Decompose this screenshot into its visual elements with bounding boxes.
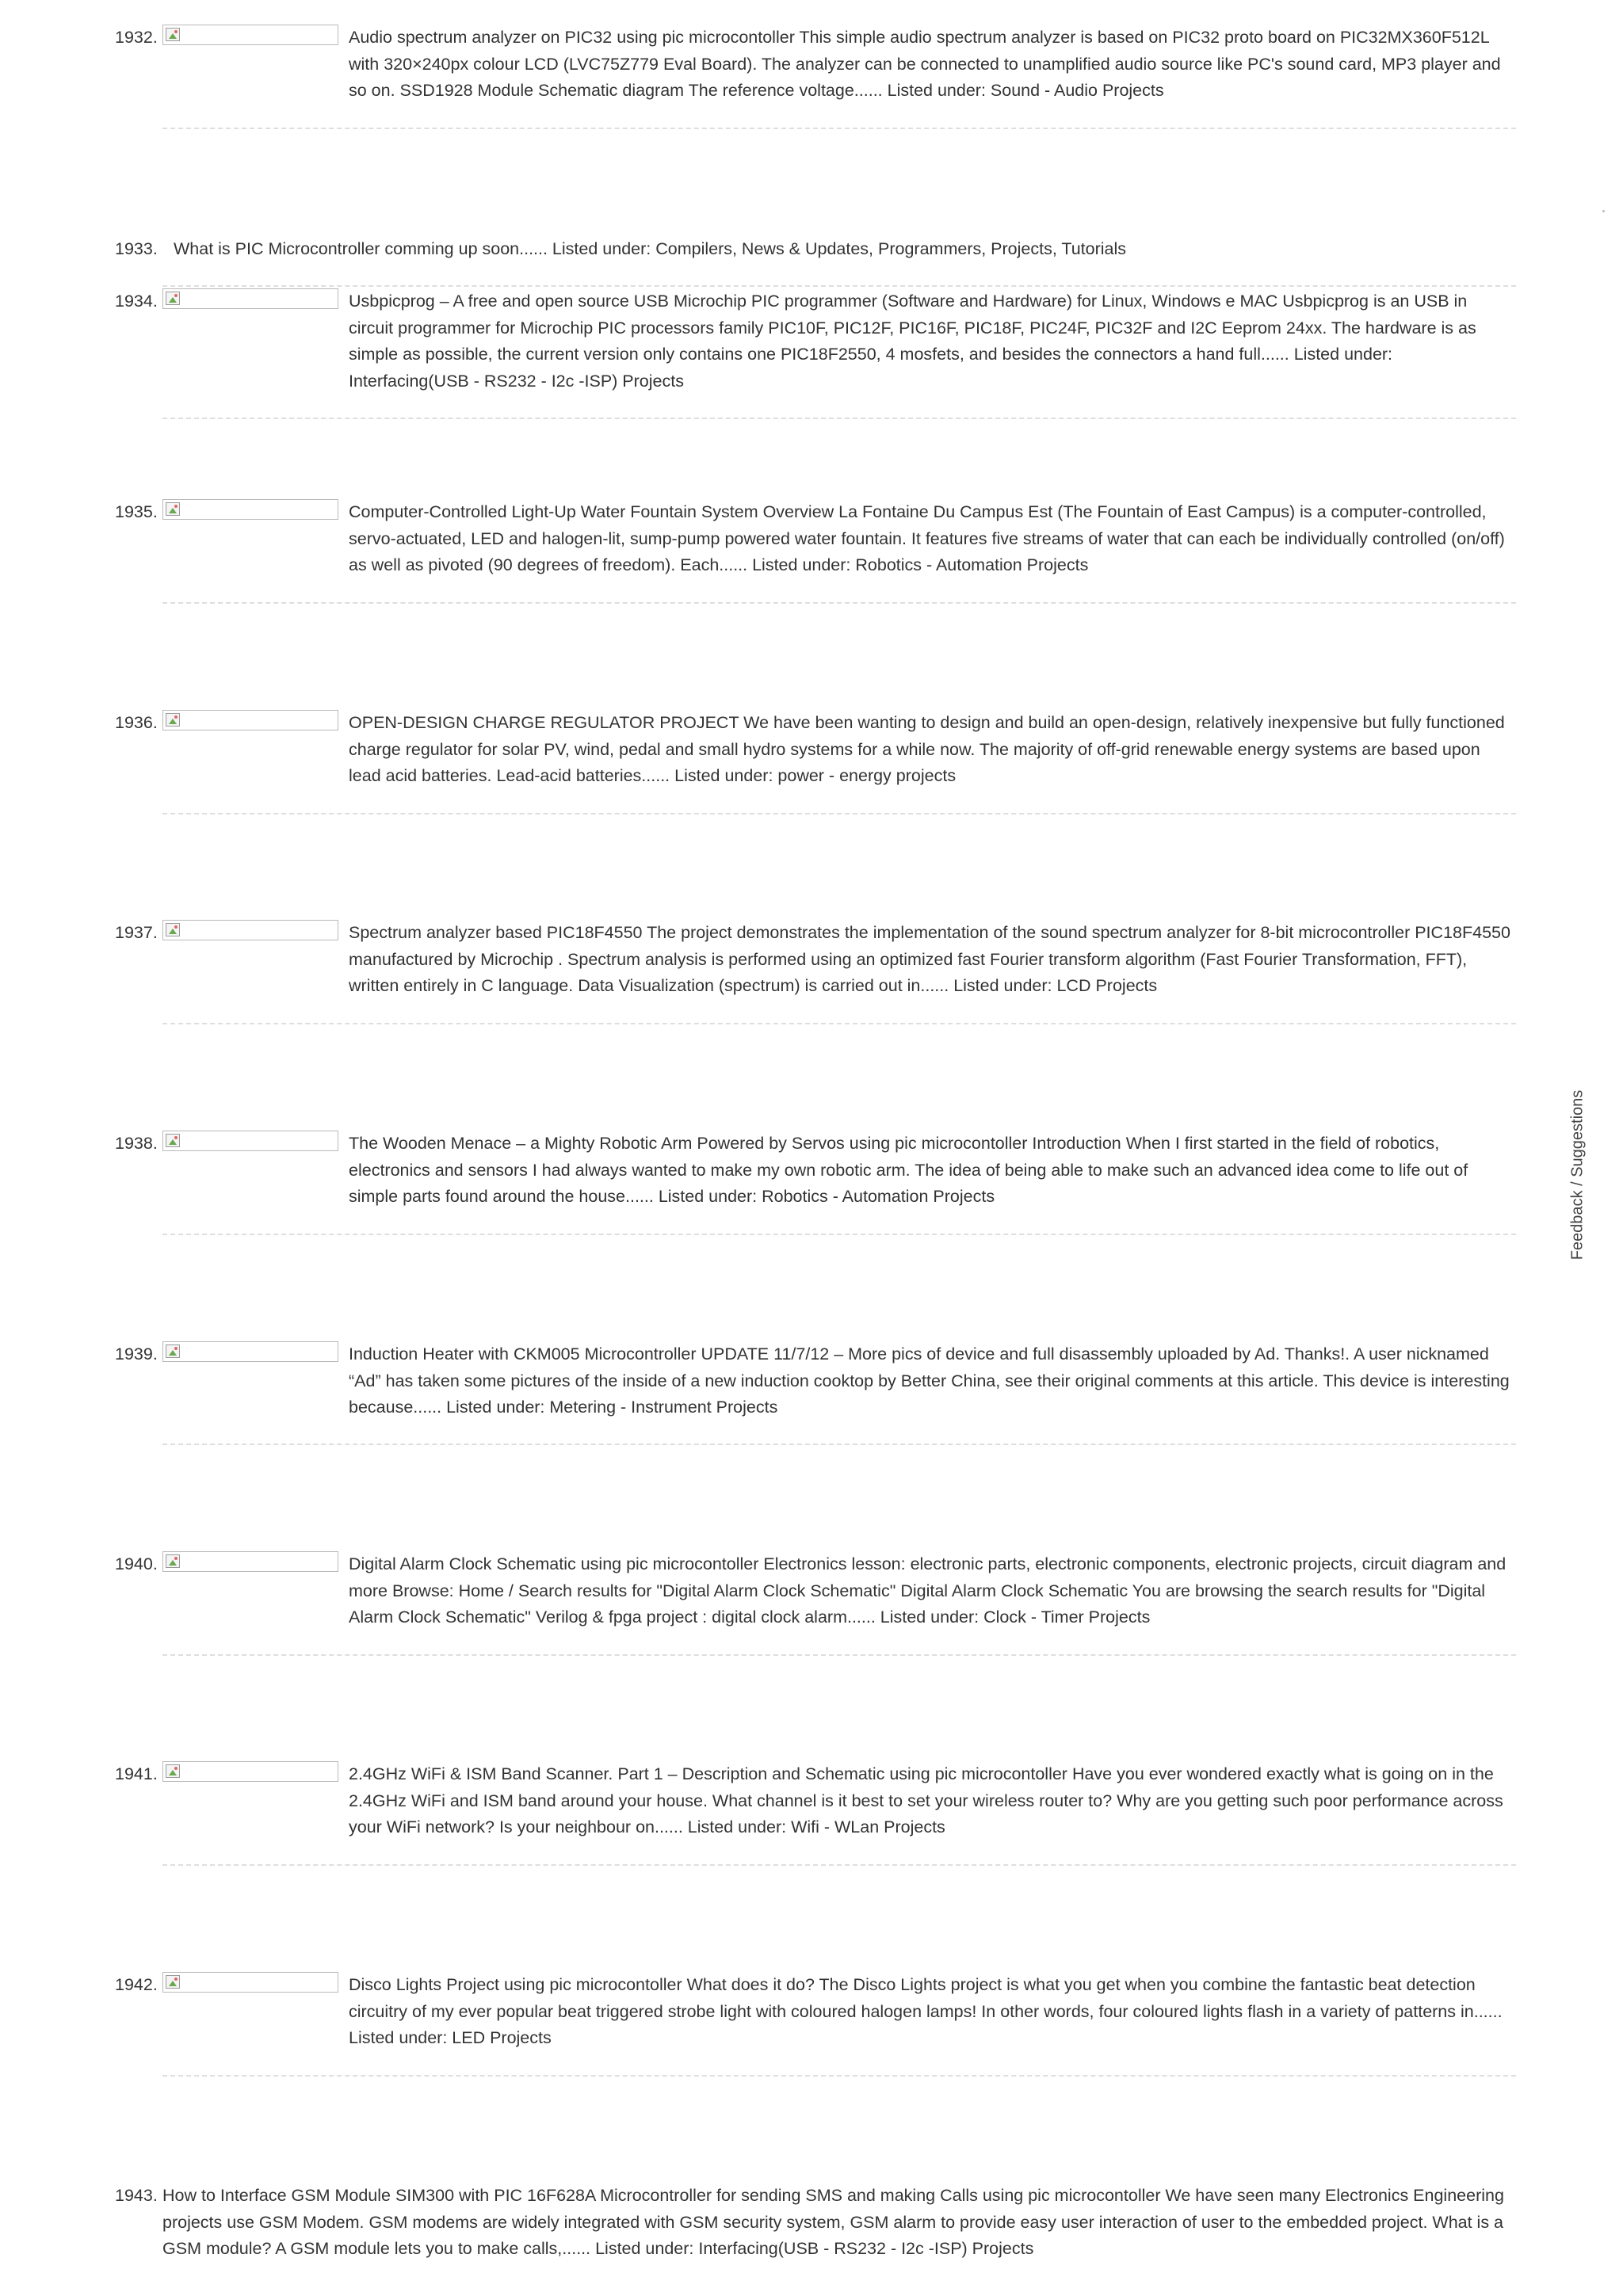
thumbnail-image[interactable] <box>162 288 338 309</box>
feedback-tab-label: Feedback / Suggestions <box>1568 1089 1587 1261</box>
item-description[interactable]: Audio spectrum analyzer on PIC32 using pic microcontoller This simple audio spectrum analyzer is based on PIC32 proto board on PIC32MX360F512L with 320×240px colour LCD (LVC75Z779 Eval Board). The analyzer can be connected to unamplified audio source like PC's sound card, MP3 player and so on. SSD1928 Module Schematic diagram The reference voltage...... Listed under: Sound - Audio Projects <box>349 28 1501 100</box>
broken-image-icon <box>166 1764 180 1778</box>
item-description[interactable]: Spectrum analyzer based PIC18F4550 The project demonstrates the implementation of the sound spectrum analyzer for 8-bit microcontroller PIC18F4550 manufactured by Microchip . Spectrum analysis is performed using an optimized fast Fourier transform algorithm (Fast Fourier Transformation, FFT), written entirely in C language. Data Visualization (spectrum) is carried out in...... Listed under: LCD Projects <box>349 923 1510 995</box>
thumbnail-image[interactable] <box>162 25 338 45</box>
item-description[interactable]: How to Interface GSM Module SIM300 with PIC 16F628A Microcontroller for sending SMS and making Calls using pic microcontoller We have seen many Electronics Engineering projects use GSM Modem. GSM modems are widely integrated with GSM security system, GSM alarm to provide easy user interaction of user to the embedded project. What is a GSM module? A GSM module lets you to make calls,...... Listed under: Interfacing(USB - RS232 - I2c -ISP) Projects <box>162 2186 1504 2258</box>
divider <box>162 813 1516 814</box>
thumbnail-image[interactable] <box>162 1972 338 1993</box>
thumbnail-image[interactable] <box>162 499 338 520</box>
broken-image-icon <box>166 292 180 305</box>
item-description[interactable]: Digital Alarm Clock Schematic using pic microcontoller Electronics lesson: electronic parts, electronic components, electronic projects, circuit diagram and more Browse: Home / Search results for "Digital Alarm Clock Schematic" Digital Alarm Clock Schematic You are browsing the search results for "Digital Alarm Clock Schematic" Verilog & fpga project : digital clock alarm...... Listed under: Clock - Timer Projects <box>349 1554 1507 1627</box>
divider <box>162 128 1516 129</box>
divider <box>162 1444 1516 1445</box>
broken-image-icon <box>166 713 180 727</box>
thumbnail-image[interactable] <box>162 1551 338 1572</box>
broken-image-icon <box>166 28 180 41</box>
divider <box>162 1654 1516 1656</box>
broken-image-icon <box>166 1344 180 1358</box>
item-number: 1936. <box>115 713 158 732</box>
item-number: 1932. <box>115 28 158 47</box>
thumbnail-image[interactable] <box>162 1761 338 1782</box>
decorative-dot <box>1602 210 1605 212</box>
divider <box>162 1234 1516 1235</box>
item-description[interactable]: The Wooden Menace – a Mighty Robotic Arm Powered by Servos using pic microcontoller Introduction When I first started in the field of robotics, electronics and sensors I had always wanted to make my own robotic arm. The idea of being able to make such an advanced idea come to life out of simple parts found around the house...... Listed under: Robotics - Automation Projects <box>349 1134 1468 1206</box>
thumbnail-image[interactable] <box>162 1131 338 1151</box>
item-description[interactable]: Computer-Controlled Light-Up Water Fountain System Overview La Fontaine Du Campus Est (The Fountain of East Campus) is a computer-controlled, servo-actuated, LED and halogen-lit, sump-pump powered water fountain. It features five streams of water that can each be individually controlled (on/off) as well as pivoted (90 degrees of freedom). Each...... Listed under: Robotics - Automation Projects <box>349 502 1505 574</box>
divider <box>162 602 1516 604</box>
thumbnail-image[interactable] <box>162 920 338 940</box>
item-description[interactable]: Disco Lights Project using pic microcontoller What does it do? The Disco Lights project is what you get when you combine the fantastic beat detection circuitry of my ever popular beat triggered strobe light with coloured halogen lamps! In other words, four coloured lights flash in a variety of patterns in...... Listed under: LED Projects <box>349 1975 1503 2047</box>
divider <box>162 2075 1516 2077</box>
broken-image-icon <box>166 1134 180 1147</box>
item-number: 1937. <box>115 923 158 942</box>
item-description[interactable]: Usbpicprog – A free and open source USB Microchip PIC programmer (Software and Hardware) for Linux, Windows e MAC Usbpicprog is an USB in circuit programmer for Microchip PIC processors family PIC10F, PIC12F, PIC16F, PIC18F, PIC24F, PIC32F and I2C Eeprom 24xx. The hardware is as simple as possible, the current version only contains one PIC18F2550, 4 mosfets, and besides the connectors a hand full...... Listed under: Interfacing(USB - RS232 - I2c -ISP) Projects <box>349 292 1476 391</box>
broken-image-icon <box>166 1554 180 1568</box>
thumbnail-image[interactable] <box>162 710 338 730</box>
divider <box>162 418 1516 419</box>
divider <box>162 1864 1516 1866</box>
item-number: 1934. <box>115 292 158 311</box>
item-number: 1938. <box>115 1134 158 1153</box>
broken-image-icon <box>166 1975 180 1989</box>
broken-image-icon <box>166 923 180 936</box>
feedback-tab[interactable] <box>1566 1085 1590 1264</box>
divider <box>162 285 1516 287</box>
item-number: 1933. <box>115 239 158 258</box>
item-description[interactable]: 2.4GHz WiFi & ISM Band Scanner. Part 1 – Description and Schematic using pic microcontoller Have you ever wondered exactly what is going on in the 2.4GHz WiFi and ISM band around your house. What channel is it best to set your wireless router to? Why are you getting such poor performance across your WiFi network? Is your neighbour on...... Listed under: Wifi - WLan Projects <box>349 1764 1503 1836</box>
item-number: 1935. <box>115 502 158 521</box>
item-number: 1942. <box>115 1975 158 1994</box>
broken-image-icon <box>166 502 180 516</box>
item-description[interactable]: What is PIC Microcontroller comming up soon...... Listed under: Compilers, News & Updates, Programmers, Projects, Tutorials <box>174 239 1127 258</box>
item-number: 1941. <box>115 1764 158 1783</box>
item-number: 1943. <box>115 2186 158 2205</box>
item-description[interactable]: OPEN-DESIGN CHARGE REGULATOR PROJECT We have been wanting to design and build an open-design, relatively inexpensive but fully functioned charge regulator for solar PV, wind, pedal and small hydro systems for a while now. The majority of off-grid renewable energy systems are based upon lead acid batteries. Lead-acid batteries...... Listed under: power - energy projects <box>349 713 1505 785</box>
divider <box>162 1023 1516 1024</box>
item-number: 1939. <box>115 1344 158 1363</box>
item-number: 1940. <box>115 1554 158 1573</box>
thumbnail-image[interactable] <box>162 1341 338 1362</box>
item-description[interactable]: Induction Heater with CKM005 Microcontroller UPDATE 11/7/12 – More pics of device and full disassembly uploaded by Ad. Thanks!. A user nicknamed “Ad” has taken some pictures of the inside of a new induction cooktop by Better China, see their original comments at this article. This device is interesting because...... Listed under: Metering - Instrument Projects <box>349 1344 1510 1417</box>
